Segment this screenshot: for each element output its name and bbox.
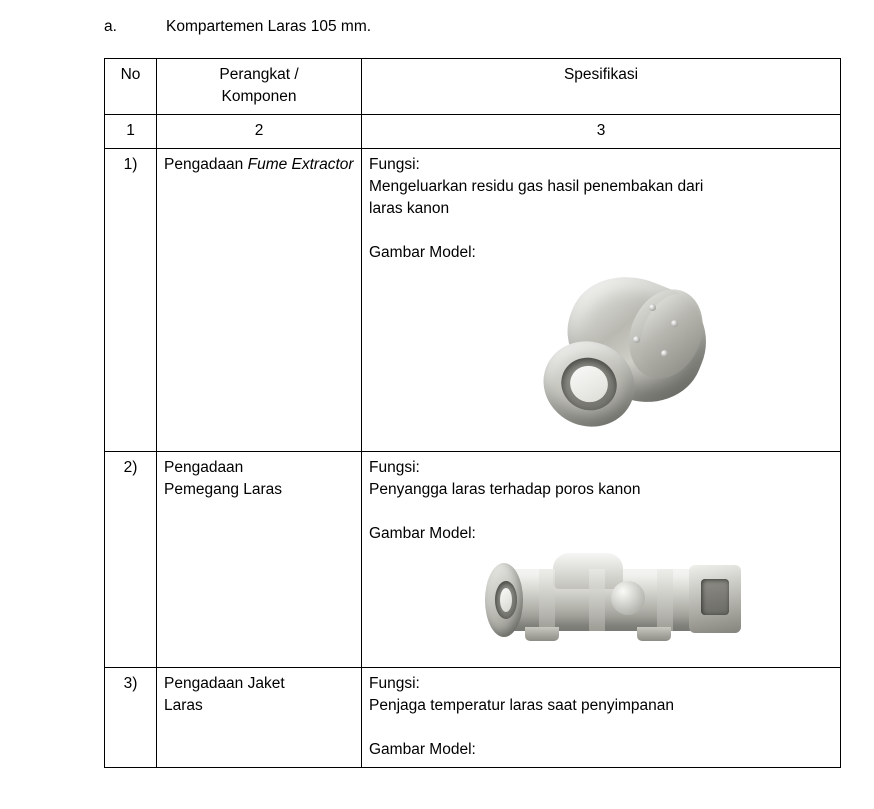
function-label: Fungsi: bbox=[369, 459, 420, 476]
specification-table bbox=[104, 58, 841, 768]
colnum-1: 1 bbox=[105, 115, 157, 149]
header-komponen-line1: Perangkat / bbox=[219, 66, 299, 83]
row-component-1 bbox=[157, 149, 362, 452]
component-line1: Pengadaan Jaket bbox=[164, 675, 285, 692]
header-komponen-line2: Komponen bbox=[221, 88, 297, 105]
table-row bbox=[105, 668, 841, 768]
row-component-3 bbox=[157, 668, 362, 768]
component-line2: Laras bbox=[164, 697, 203, 714]
function-label: Fungsi: bbox=[369, 675, 420, 692]
spacer bbox=[369, 220, 833, 242]
row-spec-1 bbox=[362, 149, 841, 452]
row-spec-3 bbox=[362, 668, 841, 768]
header-cell-no: No bbox=[105, 59, 157, 115]
colnum-2: 2 bbox=[157, 115, 362, 149]
row-number-1: 1) bbox=[105, 149, 157, 452]
row-number-2: 2) bbox=[105, 452, 157, 668]
fume-extractor-render bbox=[521, 270, 721, 445]
component-line1: Pengadaan bbox=[164, 459, 244, 476]
figure-container bbox=[369, 545, 833, 661]
function-text-line1: Penjaga temperatur laras saat penyimpanan bbox=[369, 697, 675, 714]
header-cell-komponen bbox=[157, 59, 362, 115]
table-row bbox=[105, 149, 841, 452]
function-text-line1: Mengeluarkan residu gas hasil penembakan dari bbox=[369, 178, 704, 195]
row-component-2 bbox=[157, 452, 362, 668]
component-text-plain: Pengadaan bbox=[164, 156, 248, 173]
section-heading bbox=[104, 16, 371, 38]
function-text-line2: laras kanon bbox=[369, 200, 450, 217]
figure-container bbox=[369, 264, 833, 445]
table-header-row bbox=[105, 59, 841, 115]
function-text-line1: Penyangga laras terhadap poros kanon bbox=[369, 481, 641, 498]
spacer bbox=[369, 501, 833, 523]
component-line2: Pemegang Laras bbox=[164, 481, 283, 498]
table-row bbox=[105, 452, 841, 668]
row-number-3: 3) bbox=[105, 668, 157, 768]
spacer bbox=[369, 717, 833, 739]
heading-label: a. bbox=[104, 18, 117, 35]
colnum-3: 3 bbox=[362, 115, 841, 149]
table-column-number-row bbox=[105, 115, 841, 149]
component-text-italic: Fume Extractor bbox=[247, 156, 354, 173]
figure-label: Gambar Model: bbox=[369, 741, 476, 758]
figure-label: Gambar Model: bbox=[369, 244, 476, 261]
heading-text: Kompartemen Laras 105 mm. bbox=[166, 18, 372, 35]
function-label: Fungsi: bbox=[369, 156, 420, 173]
figure-label: Gambar Model: bbox=[369, 525, 476, 542]
row-spec-2 bbox=[362, 452, 841, 668]
header-cell-spesifikasi: Spesifikasi bbox=[362, 59, 841, 115]
barrel-holder-render bbox=[461, 551, 761, 661]
